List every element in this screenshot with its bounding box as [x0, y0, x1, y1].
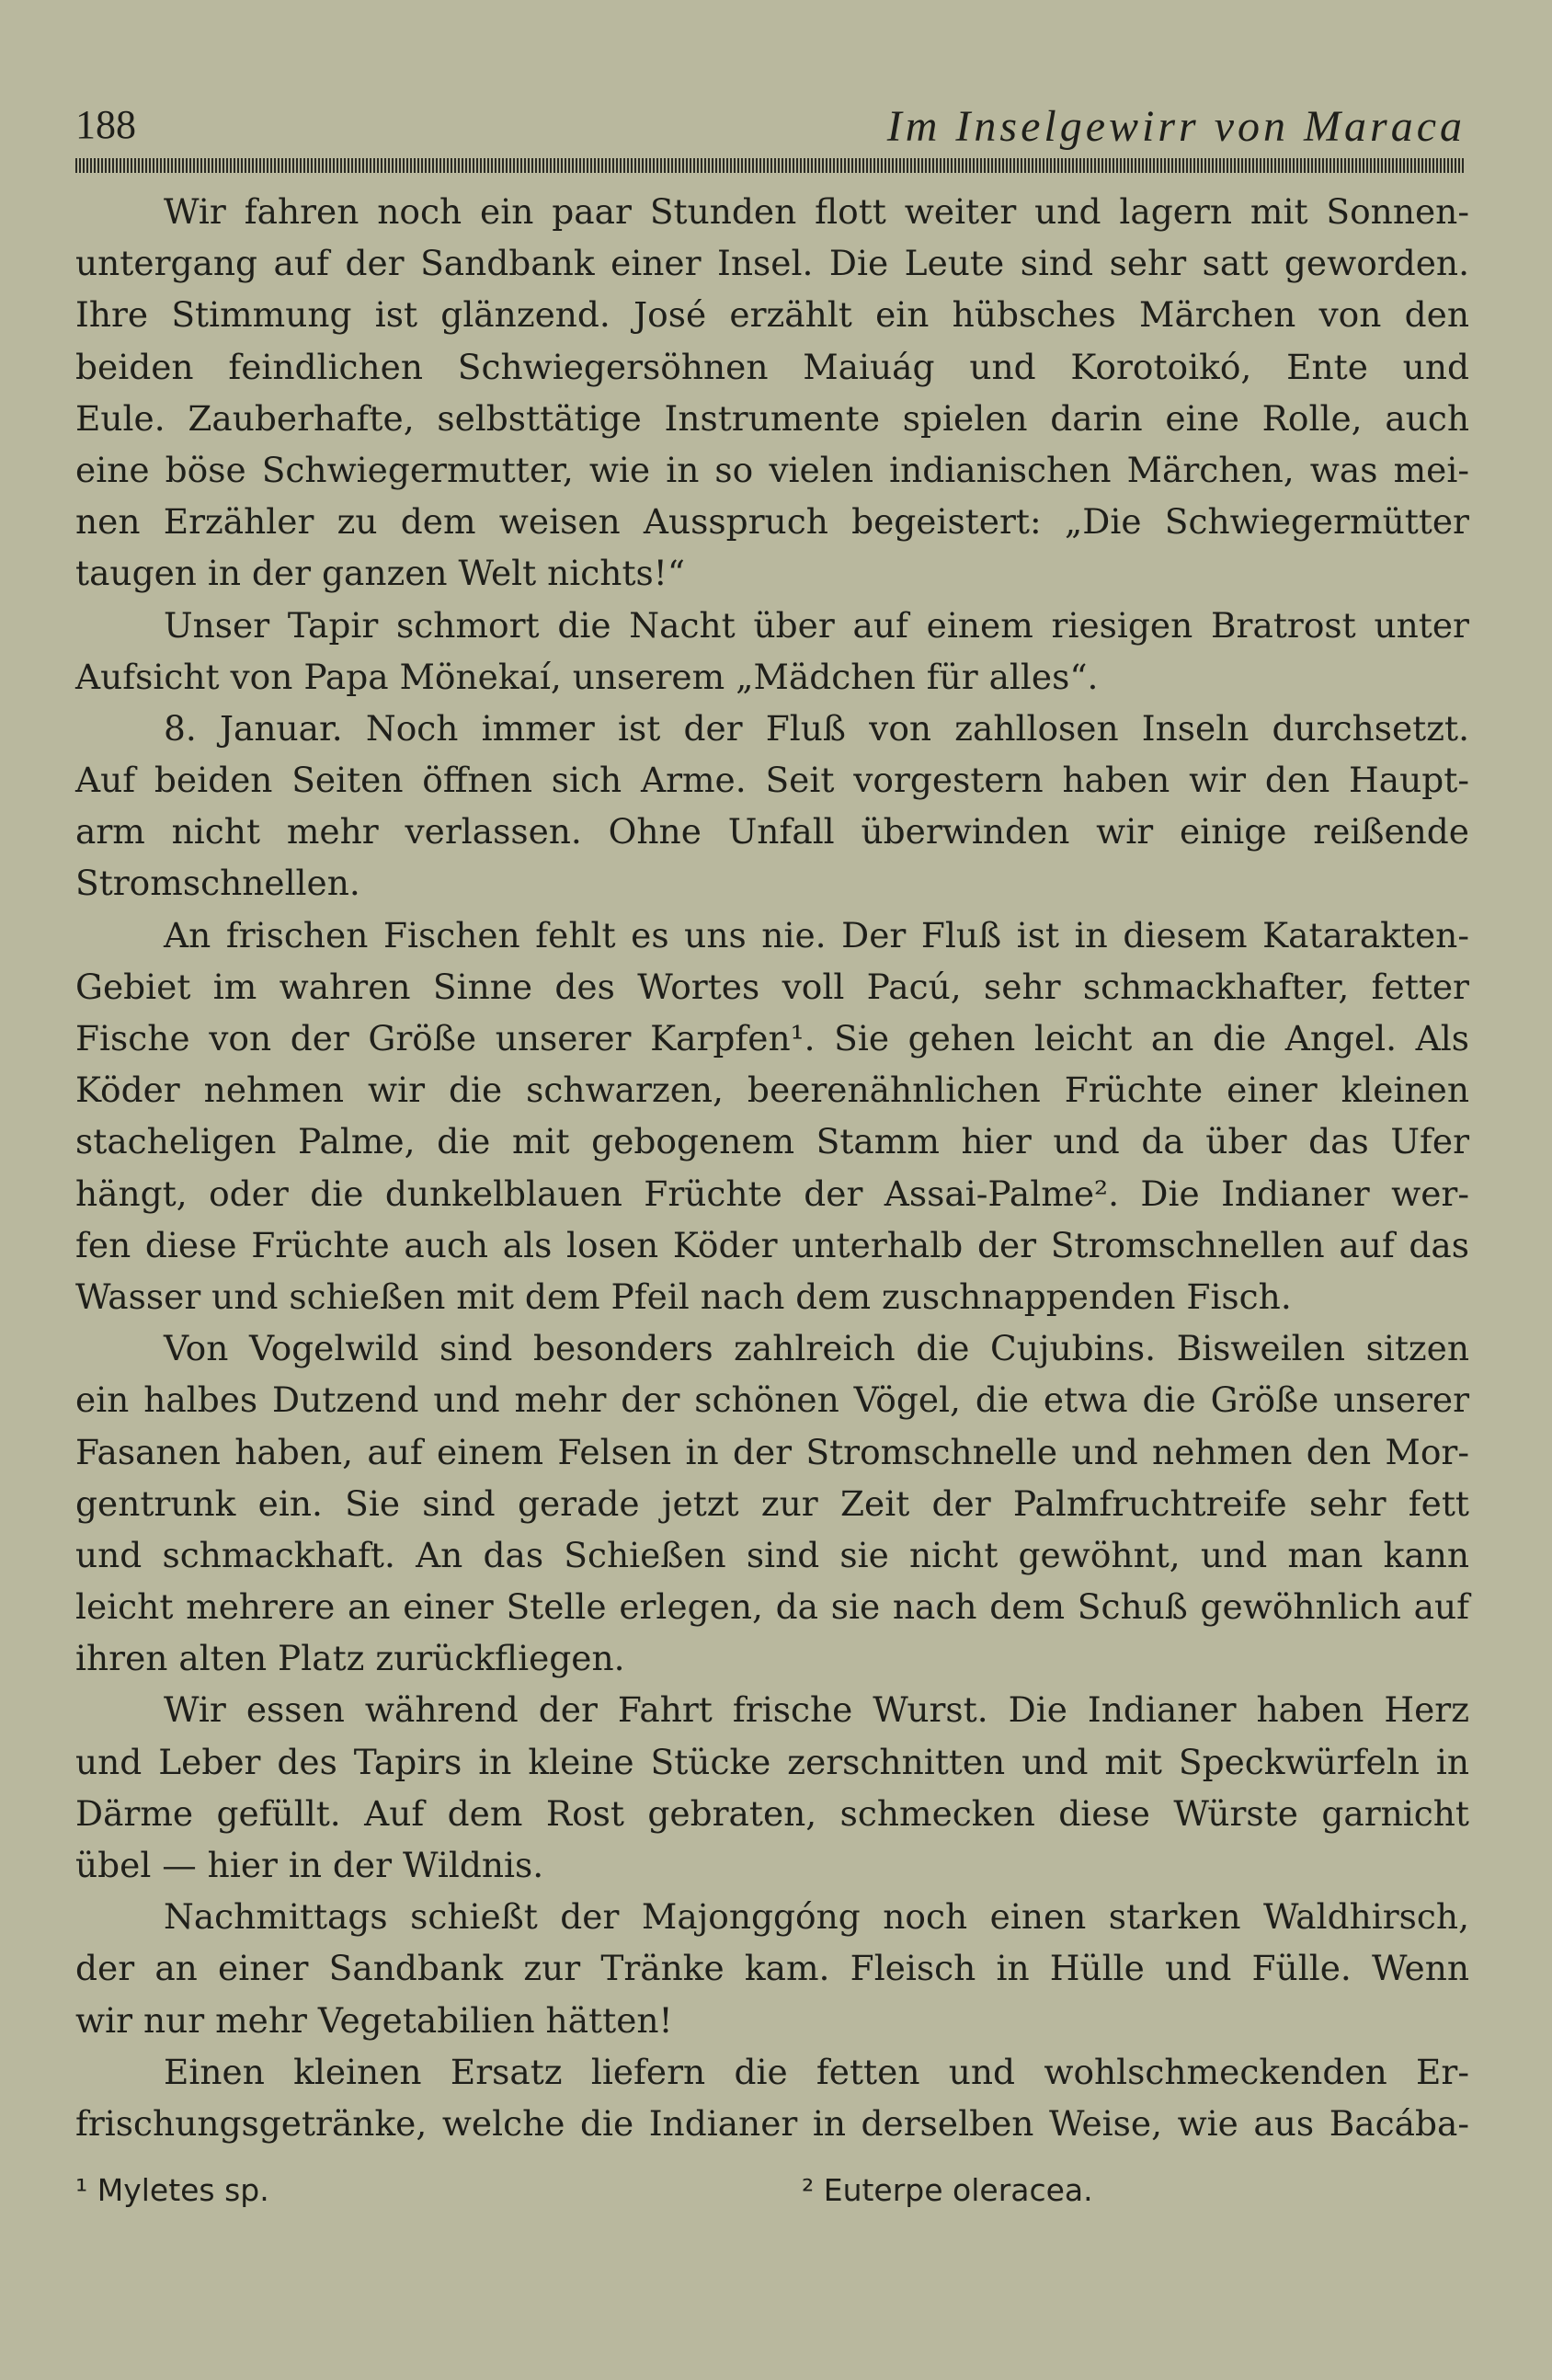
text-line: untergang auf der Sandbank einer Insel. Die Leute sind sehr satt geworden.	[75, 243, 1469, 284]
footnote-2: ² Euterpe oleracea.	[802, 2172, 1093, 2208]
text-line: Nachmittags schießt der Majonggóng noch einen starken Waldhirsch,	[164, 1896, 1469, 1938]
running-title: Im Inselgewirr von Maraca	[886, 102, 1466, 151]
text-line: ein halbes Dutzend und mehr der schönen Vögel, die etwa die Größe unserer	[75, 1379, 1469, 1421]
text-line: Stromschnellen.	[75, 863, 360, 904]
text-line: Unser Tapir schmort die Nacht über auf einem riesigen Bratrost unter	[164, 604, 1469, 646]
text-line: arm nicht mehr verlassen. Ohne Unfall überwinden wir einige reißende	[75, 811, 1469, 852]
text-line: Därme gefüllt. Auf dem Rost gebraten, schmecken diese Würste garnicht	[75, 1792, 1469, 1834]
text-line: ihren alten Platz zurückfliegen.	[75, 1638, 625, 1679]
text-line: Von Vogelwild sind besonders zahlreich die Cujubins. Bisweilen sitzen	[164, 1328, 1469, 1369]
text-line: Fische von der Größe unserer Karpfen¹. Sie gehen leicht an die Angel. Als	[75, 1018, 1469, 1058]
text-line: An frischen Fischen fehlt es uns nie. Der Fluß ist in diesem Katarakten-	[164, 914, 1469, 955]
text-line: stacheligen Palme, die mit gebogenem Stamm hier und da über das Ufer	[75, 1121, 1469, 1162]
text-line: nen Erzähler zu dem weisen Ausspruch begeistert: „Die Schwiegermütter	[75, 501, 1469, 543]
text-line: hängt, oder die dunkelblauen Früchte der Assai-Palme². Die Indianer wer-	[75, 1173, 1469, 1214]
page-header	[75, 101, 1466, 160]
text-line: taugen in der ganzen Welt nichts!“	[75, 553, 686, 594]
text-line: eine böse Schwiegermutter, wie in so vielen indianischen Märchen, was mei-	[75, 449, 1469, 490]
text-line: frischungsgetränke, welche die Indianer in derselben Weise, wie aus Bacába-	[75, 2102, 1469, 2144]
text-line: Einen kleinen Ersatz liefern die fetten und wohlschmeckenden Er-	[164, 2051, 1469, 2092]
text-line: Wasser und schießen mit dem Pfeil nach dem zuschnappenden Fisch.	[75, 1276, 1292, 1317]
header-rule	[75, 158, 1466, 173]
body-text	[75, 186, 1469, 2149]
page-number: 188	[75, 102, 136, 147]
text-line: beiden feindlichen Schwiegersöhnen Maiuág und Korotoikó, Ente und	[75, 346, 1469, 387]
text-line: leicht mehrere an einer Stelle erlegen, da sie nach dem Schuß gewöhnlich auf	[75, 1586, 1469, 1628]
text-line: Aufsicht von Papa Mönekaí, unserem „Mädchen für alles“.	[75, 656, 1099, 697]
text-line: fen diese Früchte auch als losen Köder unterhalb der Stromschnellen auf das	[75, 1224, 1469, 1265]
text-line: Wir essen während der Fahrt frische Wurst. Die Indianer haben Herz	[164, 1689, 1469, 1731]
text-line: übel — hier in der Wildnis.	[75, 1845, 544, 1885]
text-line: Auf beiden Seiten öffnen sich Arme. Seit vorgestern haben wir den Haupt-	[75, 760, 1469, 801]
text-line: Gebiet im wahren Sinne des Wortes voll Pacú, sehr schmackhafter, fetter	[75, 966, 1469, 1007]
text-line: der an einer Sandbank zur Tränke kam. Fleisch in Hülle und Fülle. Wenn	[75, 1948, 1469, 1989]
text-line: gentrunk ein. Sie sind gerade jetzt zur Zeit der Palmfruchtreife sehr fett	[75, 1482, 1469, 1524]
text-line: wir nur mehr Vegetabilien hätten!	[75, 1999, 673, 2041]
text-line: Wir fahren noch ein paar Stunden flott weiter und lagern mit Sonnen-	[164, 191, 1469, 232]
text-line: Eule. Zauberhafte, selbsttätige Instrumente spielen darin eine Rolle, auch	[75, 397, 1469, 439]
text-line: und Leber des Tapirs in kleine Stücke zerschnitten und mit Speckwürfeln in	[75, 1741, 1469, 1782]
text-line: Ihre Stimmung ist glänzend. José erzählt ein hübsches Märchen von den	[75, 294, 1469, 336]
text-line: Fasanen haben, auf einem Felsen in der Stromschnelle und nehmen den Mor-	[75, 1431, 1469, 1472]
text-line: 8. Januar. Noch immer ist der Fluß von zahllosen Inseln durchsetzt.	[164, 707, 1469, 749]
text-line: Köder nehmen wir die schwarzen, beerenähnlichen Früchte einer kleinen	[75, 1070, 1469, 1111]
footnotes	[75, 2172, 1469, 2218]
footnote-1: ¹ Myletes sp.	[75, 2172, 269, 2208]
text-line: und schmackhaft. An das Schießen sind sie nicht gewöhnt, und man kann	[75, 1534, 1469, 1575]
